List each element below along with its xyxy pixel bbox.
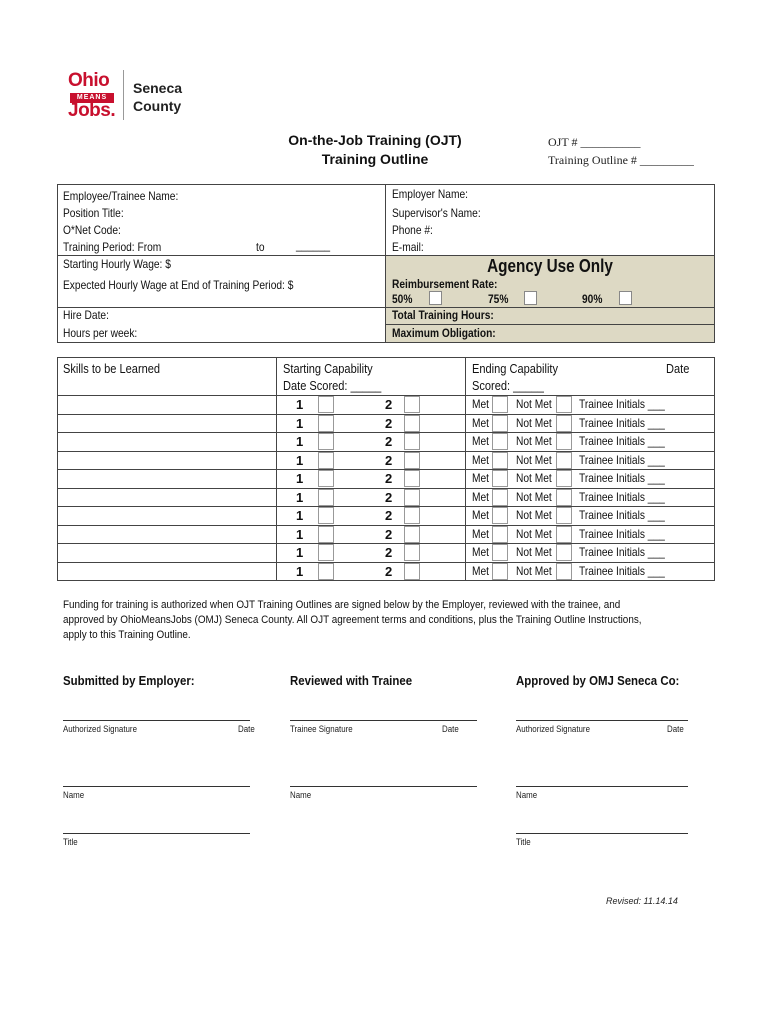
score-2-box[interactable]: [404, 470, 420, 487]
omj-title-label: Title: [516, 837, 531, 847]
met-checkbox[interactable]: [492, 489, 508, 506]
position-title-label: Position Title:: [63, 206, 124, 220]
met-label: Met: [472, 527, 490, 541]
omj-heading: Approved by OMJ Seneca Co:: [516, 673, 680, 688]
score-1-label: 1: [296, 508, 304, 523]
met-label: Met: [472, 508, 490, 522]
met-label: Met: [472, 564, 490, 578]
not-met-checkbox[interactable]: [556, 526, 572, 543]
met-label: Met: [472, 453, 490, 467]
score-1-label: 1: [296, 490, 304, 505]
starting-date-scored: Date Scored: _____: [283, 378, 382, 393]
score-2-label: 2: [385, 564, 393, 579]
trainee-initials-label: Trainee Initials ___: [579, 397, 665, 411]
omj-name-label: Name: [516, 790, 538, 800]
not-met-label: Not Met: [516, 471, 552, 485]
met-checkbox[interactable]: [492, 563, 508, 580]
rate-75-label: 75%: [488, 292, 509, 306]
trainee-date-label: Date: [442, 724, 459, 734]
not-met-checkbox[interactable]: [556, 396, 572, 413]
logo-ohio-text: Ohio: [68, 70, 110, 91]
score-1-label: 1: [296, 434, 304, 449]
skill-input-5[interactable]: [58, 470, 275, 488]
met-label: Met: [472, 434, 490, 448]
hours-per-week-label: Hours per week:: [63, 326, 138, 340]
score-1-label: 1: [296, 416, 304, 431]
skill-input-6[interactable]: [58, 489, 275, 507]
met-checkbox[interactable]: [492, 526, 508, 543]
employer-title-label: Title: [63, 837, 78, 847]
employer-authorized-signature-label: Authorized Signature: [63, 724, 137, 734]
score-2-label: 2: [385, 453, 393, 468]
score-1-box[interactable]: [318, 507, 334, 524]
score-2-label: 2: [385, 397, 393, 412]
training-period-from-label: Training Period: From: [63, 240, 162, 254]
trainee-signature-line[interactable]: [290, 720, 477, 721]
not-met-label: Not Met: [516, 434, 552, 448]
score-2-label: 2: [385, 545, 393, 560]
not-met-checkbox[interactable]: [556, 415, 572, 432]
logo-county-text: [133, 79, 182, 115]
score-2-box[interactable]: [404, 396, 420, 413]
not-met-label: Not Met: [516, 508, 552, 522]
met-label: Met: [472, 416, 490, 430]
page-title-line2: Training Outline: [321, 151, 429, 167]
skill-input-1[interactable]: [58, 396, 275, 414]
met-checkbox[interactable]: [492, 507, 508, 524]
score-2-label: 2: [385, 508, 393, 523]
trainee-initials-label: Trainee Initials ___: [579, 434, 665, 448]
starting-capability-header: Starting Capability: [283, 361, 373, 376]
rate-90-checkbox[interactable]: [619, 291, 632, 305]
employer-signature-line[interactable]: [63, 720, 250, 721]
score-2-label: 2: [385, 416, 393, 431]
employer-heading: Submitted by Employer:: [63, 673, 195, 688]
score-2-label: 2: [385, 527, 393, 542]
trainee-initials-label: Trainee Initials ___: [579, 416, 665, 430]
score-1-label: 1: [296, 397, 304, 412]
score-2-box[interactable]: [404, 507, 420, 524]
logo-divider: [123, 70, 124, 120]
skill-input-7[interactable]: [58, 507, 275, 525]
ending-capability-header: Ending Capability: [472, 361, 559, 376]
met-checkbox[interactable]: [492, 396, 508, 413]
score-2-box[interactable]: [404, 526, 420, 543]
trainee-name-line[interactable]: [290, 786, 477, 787]
met-checkbox[interactable]: [492, 452, 508, 469]
skill-input-9[interactable]: [58, 544, 275, 562]
score-1-box[interactable]: [318, 526, 334, 543]
expected-wage-label: Expected Hourly Wage at End of Training Period: $: [63, 278, 294, 292]
trainee-name-label: Name: [290, 790, 312, 800]
score-2-box[interactable]: [404, 433, 420, 450]
score-1-label: 1: [296, 564, 304, 579]
employee-info-table: [57, 184, 715, 343]
not-met-checkbox[interactable]: [556, 433, 572, 450]
trainee-initials-label: Trainee Initials ___: [579, 545, 665, 559]
employer-name-label: Name: [63, 790, 85, 800]
score-2-box[interactable]: [404, 544, 420, 561]
logo-jobs-text: Jobs.: [68, 100, 116, 121]
score-1-box[interactable]: [318, 563, 334, 580]
score-2-label: 2: [385, 434, 393, 449]
not-met-label: Not Met: [516, 453, 552, 467]
trainee-initials-label: Trainee Initials ___: [579, 527, 665, 541]
total-training-hours-label: Total Training Hours:: [392, 308, 494, 322]
score-1-box[interactable]: [318, 415, 334, 432]
trainee-initials-label: Trainee Initials ___: [579, 490, 665, 504]
met-checkbox[interactable]: [492, 415, 508, 432]
not-met-label: Not Met: [516, 416, 552, 430]
score-2-label: 2: [385, 490, 393, 505]
omj-authorized-signature-label: Authorized Signature: [516, 724, 590, 734]
score-1-box[interactable]: [318, 489, 334, 506]
not-met-checkbox[interactable]: [556, 489, 572, 506]
skill-input-4[interactable]: [58, 452, 275, 470]
met-checkbox[interactable]: [492, 544, 508, 561]
score-2-box[interactable]: [404, 452, 420, 469]
score-1-label: 1: [296, 471, 304, 486]
employer-date-label: Date: [238, 724, 255, 734]
supervisor-name-label: Supervisor's Name:: [392, 206, 481, 220]
training-outline-number: Training Outline # _________: [548, 153, 694, 167]
employer-title-line[interactable]: [63, 833, 250, 834]
score-2-box[interactable]: [404, 563, 420, 580]
logo-means-band: MEANS: [70, 93, 114, 103]
not-met-checkbox[interactable]: [556, 470, 572, 487]
rate-90-label: 90%: [582, 292, 603, 306]
ending-scored-header: Scored: _____: [472, 378, 544, 393]
rate-75-checkbox[interactable]: [524, 291, 537, 305]
score-1-label: 1: [296, 545, 304, 560]
met-label: Met: [472, 545, 490, 559]
trainee-initials-label: Trainee Initials ___: [579, 508, 665, 522]
email-label: E-mail:: [392, 240, 424, 254]
trainee-initials-label: Trainee Initials ___: [579, 471, 665, 485]
ojt-number: OJT # __________: [548, 135, 641, 149]
reimbursement-rate-label: Reimbursement Rate:: [392, 277, 498, 291]
trainee-heading: Reviewed with Trainee: [290, 673, 413, 688]
not-met-label: Not Met: [516, 564, 552, 578]
score-1-label: 1: [296, 527, 304, 542]
logo-county-line2: County: [133, 98, 182, 114]
skill-input-8[interactable]: [58, 526, 275, 544]
omj-title-line[interactable]: [516, 833, 688, 834]
not-met-checkbox[interactable]: [556, 544, 572, 561]
rate-50-checkbox[interactable]: [429, 291, 442, 305]
employee-name-label: Employee/Trainee Name:: [63, 189, 179, 203]
trainee-initials-label: Trainee Initials ___: [579, 453, 665, 467]
page-title-line1: On-the-Job Training (OJT): [288, 132, 462, 148]
omj-signature-line[interactable]: [516, 720, 688, 721]
not-met-checkbox[interactable]: [556, 507, 572, 524]
phone-label: Phone #:: [392, 223, 433, 237]
score-1-box[interactable]: [318, 470, 334, 487]
skill-input-3[interactable]: [58, 433, 275, 451]
not-met-label: Not Met: [516, 527, 552, 541]
rate-50-label: 50%: [392, 292, 413, 306]
trainee-signature-label: Trainee Signature: [290, 724, 353, 734]
training-period-to-label: to: [256, 240, 265, 254]
score-1-box[interactable]: [318, 452, 334, 469]
omj-name-line[interactable]: [516, 786, 688, 787]
logo-county-line1: Seneca: [133, 80, 183, 96]
not-met-label: Not Met: [516, 490, 552, 504]
score-2-label: 2: [385, 471, 393, 486]
met-label: Met: [472, 490, 490, 504]
trainee-initials-label: Trainee Initials ___: [579, 564, 665, 578]
date-column-header: Date: [666, 361, 690, 376]
revised-date: Revised: 11.14.14: [606, 896, 678, 906]
agency-use-title: Agency Use Only: [487, 256, 613, 276]
employer-name-label: Employer Name:: [392, 187, 468, 201]
met-label: Met: [472, 397, 490, 411]
employer-name-line[interactable]: [63, 786, 250, 787]
not-met-label: Not Met: [516, 545, 552, 559]
skills-table: [57, 357, 715, 581]
onet-code-label: O*Net Code:: [63, 223, 121, 237]
hire-date-label: Hire Date:: [63, 308, 109, 322]
maximum-obligation-label: Maximum Obligation:: [392, 326, 496, 340]
not-met-checkbox[interactable]: [556, 563, 572, 580]
score-2-box[interactable]: [404, 489, 420, 506]
skill-input-2[interactable]: [58, 415, 275, 433]
met-checkbox[interactable]: [492, 470, 508, 487]
starting-wage-label: Starting Hourly Wage: $: [63, 257, 171, 271]
score-1-box[interactable]: [318, 396, 334, 413]
funding-paragraph: Funding for training is authorized when OJT Training Outlines are signed below by the Employer, reviewed with the trainee, and approved by OhioMeansJobs (OMJ) Seneca County. All OJT agreement terms and conditions, plus the Training Outline Instructions, apply to this Training Outline.: [63, 599, 642, 641]
score-1-box[interactable]: [318, 544, 334, 561]
skills-column-header: Skills to be Learned: [63, 361, 161, 376]
training-period-blank: ______: [296, 238, 331, 252]
met-label: Met: [472, 471, 490, 485]
score-2-box[interactable]: [404, 415, 420, 432]
skill-input-10[interactable]: [58, 563, 275, 581]
not-met-checkbox[interactable]: [556, 452, 572, 469]
met-checkbox[interactable]: [492, 433, 508, 450]
score-1-box[interactable]: [318, 433, 334, 450]
not-met-label: Not Met: [516, 397, 552, 411]
omj-date-label: Date: [667, 724, 684, 734]
score-1-label: 1: [296, 453, 304, 468]
